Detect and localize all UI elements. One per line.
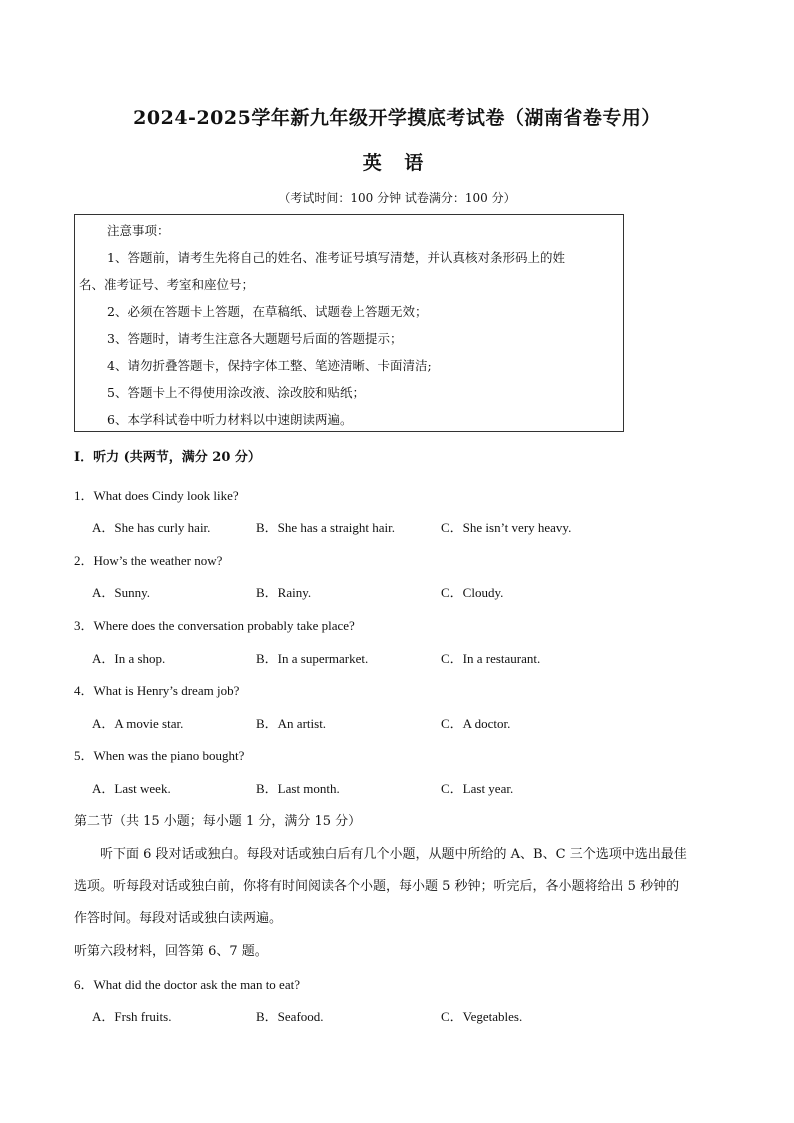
- question-stem: 1．What does Cindy look like?: [74, 488, 239, 503]
- option-b: B．Seafood.: [256, 1009, 324, 1024]
- option-c: C．In a restaurant.: [441, 651, 541, 666]
- option-a: A．Frsh fruits.: [92, 1009, 172, 1024]
- option-a: A．A movie star.: [92, 716, 184, 731]
- option-a: A．Last week.: [92, 781, 171, 796]
- notice-box: [74, 214, 624, 432]
- option-c: C．Vegetables.: [441, 1009, 523, 1024]
- option-b: B．Rainy.: [256, 585, 312, 600]
- option-b: B．In a supermarket.: [256, 651, 369, 666]
- section-heading-part2: 第二节（共 15 小题；每小题 1 分，满分 15 分）: [74, 814, 362, 829]
- notice-line: 1、答题前，请考生先将自己的姓名、准考证号填写清楚，并认真核对条形码上的姓: [107, 250, 565, 265]
- notice-line: 3、答题时，请考生注意各大题题号后面的答题提示；: [107, 331, 403, 346]
- option-b: B．She has a straight hair.: [256, 520, 396, 535]
- option-b: B．An artist.: [256, 716, 327, 731]
- option-c: C．Cloudy.: [441, 585, 504, 600]
- option-a: A．In a shop.: [92, 651, 166, 666]
- option-a: A．She has curly hair.: [92, 520, 211, 535]
- notice-heading: 注意事项：: [107, 223, 170, 238]
- notice-line: 6、本学科试卷中听力材料以中速朗读两遍。: [107, 412, 353, 427]
- option-c: C．She isn’t very heavy.: [441, 520, 572, 535]
- option-a: A．Sunny.: [92, 585, 151, 600]
- question-stem: 5．When was the piano bought?: [74, 748, 245, 763]
- instruction-line: 作答时间。每段对话或独白读两遍。: [74, 911, 283, 926]
- material-note: 听第六段材料，回答第 6、7 题。: [74, 944, 268, 959]
- option-c: C．A doctor.: [441, 716, 511, 731]
- notice-line: 4、请勿折叠答题卡，保持字体工整、笔迹清晰、卡面清洁;: [107, 358, 432, 373]
- instruction-line: 选项。听每段对话或独白前，你将有时间阅读各个小题，每小题 5 秒钟；听完后，各小题将给出 5 秒钟的: [74, 879, 680, 894]
- option-c: C．Last year.: [441, 781, 514, 796]
- subject-title: 英 语: [362, 152, 432, 174]
- instruction-line: 听下面 6 段对话或独白。每段对话或独白后有几个小题，从题中所给的 A、B、C 三个选项中选出最佳: [100, 847, 687, 862]
- notice-line: 名、准考证号、考室和座位号；: [79, 277, 255, 292]
- notice-line: 5、答题卡上不得使用涂改液、涂改胶和贴纸；: [107, 385, 365, 400]
- question-stem: 2．How’s the weather now?: [74, 553, 223, 568]
- page-title: 2024-2025学年新九年级开学摸底考试卷（湖南省卷专用）: [133, 107, 661, 129]
- notice-line: 2、必须在答题卡上答题，在草稿纸、试题卷上答题无效；: [107, 304, 428, 319]
- question-stem: 4．What is Henry’s dream job?: [74, 683, 240, 698]
- exam-info: （考试时间：100 分钟 试卷满分：100 分）: [278, 191, 516, 205]
- option-b: B．Last month.: [256, 781, 340, 796]
- section-heading-listening: I．听力 (共两节，满分 20 分）: [74, 450, 261, 465]
- question-stem: 6．What did the doctor ask the man to eat?: [74, 977, 300, 992]
- question-stem: 3．Where does the conversation probably take place?: [74, 618, 355, 633]
